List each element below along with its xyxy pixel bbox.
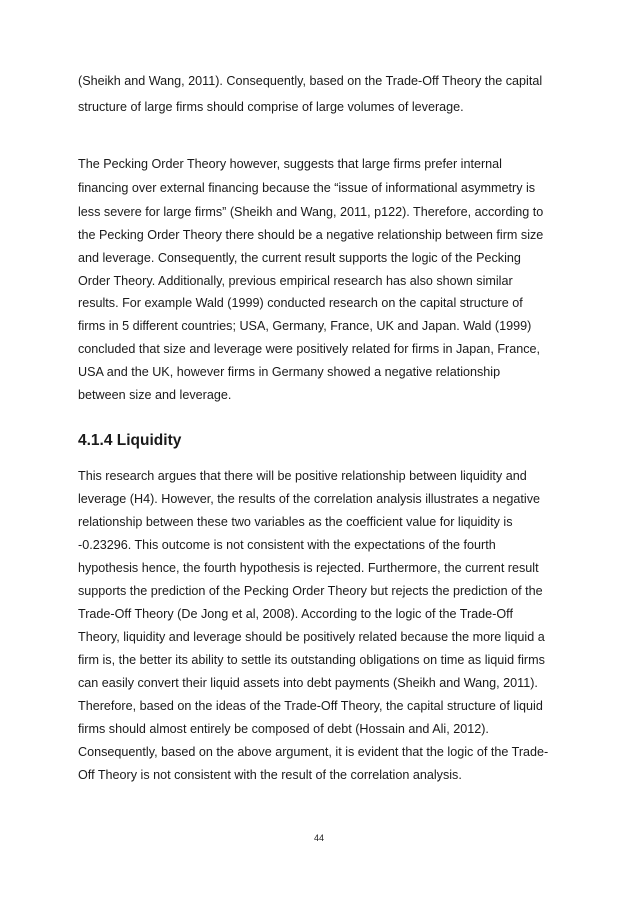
paragraph-3-line: firm is, the better its ability to settle its outstanding obligations on time as liquid firms (78, 653, 545, 667)
paragraph-2-line: the Pecking Order Theory there should be a negative relationship between firm size (78, 228, 544, 242)
paragraph-3-line: supports the prediction of the Pecking Order Theory but rejects the prediction of the (78, 584, 543, 598)
paragraph-2-line: firms in 5 different countries; USA, Germany, France, UK and Japan. Wald (1999) (78, 319, 532, 333)
section-heading-liquidity: 4.1.4 Liquidity (78, 432, 182, 449)
paragraph-3-line: leverage (H4). However, the results of the correlation analysis illustrates a negative (78, 492, 540, 506)
paragraph-3-line: Trade-Off Theory (De Jong et al, 2008). According to the logic of the Trade-Off (78, 607, 513, 621)
paragraph-2-line: less severe for large firms” (Sheikh and Wang, 2011, p122). Therefore, according to (78, 205, 544, 219)
paragraph-2-line: financing over external financing because the “issue of informational asymmetry is (78, 181, 536, 195)
paragraph-3-line: can easily convert their liquid assets into debt payments (Sheikh and Wang, 2011). (78, 676, 538, 690)
paragraph-2-line: USA and the UK, however firms in Germany showed a negative relationship (78, 365, 501, 379)
paragraph-3-line: Theory, liquidity and leverage should be positively related because the more liquid a (78, 630, 545, 644)
paragraph-2-line: concluded that size and leverage were positively related for firms in Japan, France, (78, 342, 541, 356)
page-number: 44 (313, 833, 324, 843)
paragraph-2-line: results. For example Wald (1999) conducted research on the capital structure of (78, 296, 523, 310)
paragraph-2-line: Order Theory. Additionally, previous empirical research has also shown similar (78, 274, 513, 288)
paragraph-3-line: This research argues that there will be positive relationship between liquidity and (78, 469, 527, 483)
paragraph-2-line: between size and leverage. (78, 388, 232, 402)
paragraph-3-line: Off Theory is not consistent with the result of the correlation analysis. (78, 768, 462, 782)
paragraph-1-line: (Sheikh and Wang, 2011). Consequently, based on the Trade-Off Theory the capital (78, 74, 543, 88)
paragraph-3-line: relationship between these two variables as the coefficient value for liquidity is (78, 515, 513, 529)
paragraph-3-line: hypothesis hence, the fourth hypothesis is rejected. Furthermore, the current result (78, 561, 539, 575)
paragraph-3-line: -0.23296. This outcome is not consistent with the expectations of the fourth (78, 538, 496, 552)
paragraph-1-line: structure of large firms should comprise of large volumes of leverage. (78, 100, 464, 114)
paragraph-2-line: and leverage. Consequently, the current result supports the logic of the Pecking (78, 251, 521, 265)
paragraph-3-line: firms should almost entirely be composed of debt (Hossain and Ali, 2012). (78, 722, 489, 736)
paragraph-3-line: Therefore, based on the ideas of the Trade-Off Theory, the capital structure of liquid (78, 699, 543, 713)
paragraph-3-line: Consequently, based on the above argument, it is evident that the logic of the Trade- (78, 745, 549, 759)
paragraph-2-line: The Pecking Order Theory however, suggests that large firms prefer internal (78, 157, 502, 171)
